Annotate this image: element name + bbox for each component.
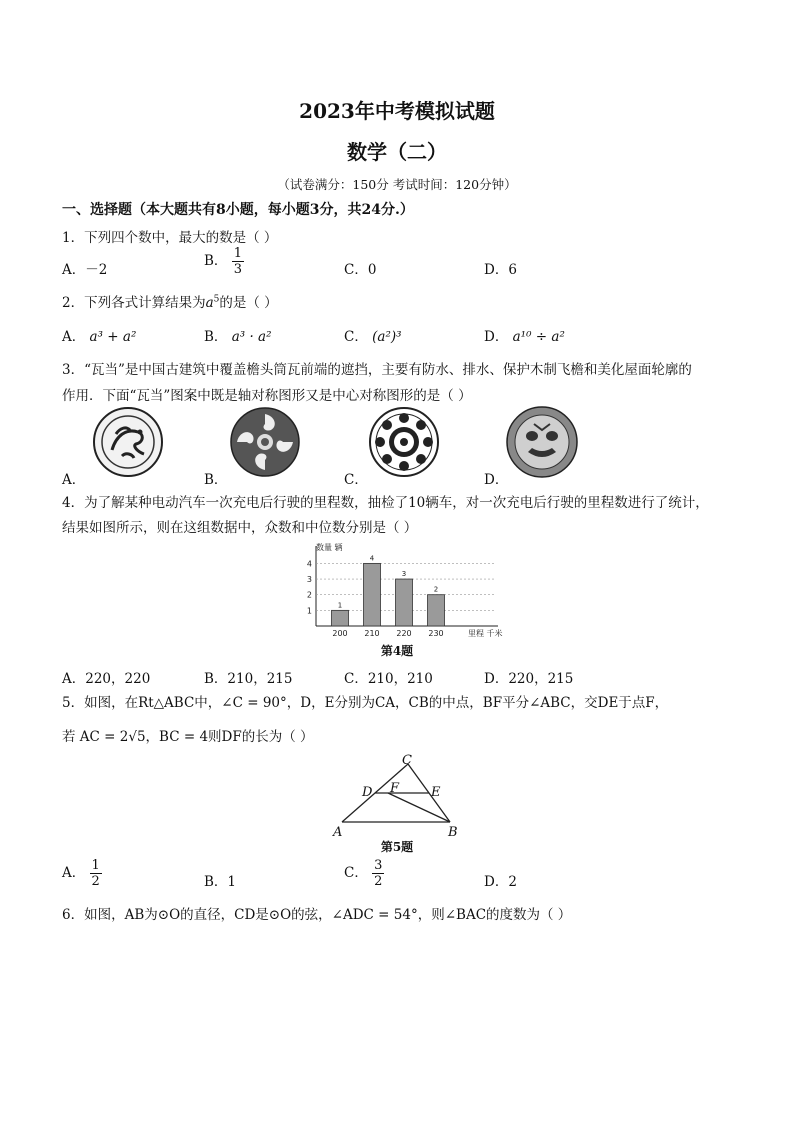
bar [396,579,413,626]
point-a-label: A [333,825,343,840]
q5-option-d: D．2 [484,874,517,890]
q5-option-a [62,858,102,889]
q2-stem [62,291,278,311]
x-tick-label: 220 [396,629,412,638]
x-tick-label: 210 [364,629,380,638]
point-e-label: E [431,785,441,800]
q2-a-label: A． [62,329,86,345]
section-heading: 一、选择题（本大题共有8小题，每小题3分，共24分.） [62,202,414,218]
x-tick-label: 230 [428,629,444,638]
q2-stem-var: a [205,295,214,311]
y-tick-label: 3 [306,575,312,585]
x-tick-label: 200 [332,629,348,638]
point-b-label: B [448,825,458,840]
q1-option-b-label: B． [204,253,228,269]
q3-option-a: A． [62,472,86,488]
q6-stem: 6．如图，AB为⊙O的直径，CD是⊙O的弦，∠ADC = 54°，则∠BAC的度数为（ ） [62,907,572,923]
q1-option-a: A．－2 [62,262,108,278]
q2-option-b [204,325,272,345]
q2-b-expr: a³ · a² [231,329,272,345]
bar-value-label: 3 [401,570,407,579]
q5-option-b: B．1 [204,874,237,890]
q5-a-fraction [90,858,102,889]
q2-a-expr: a³ + a² [89,329,137,345]
q5-triangle-figure [320,752,480,840]
bar-value-label: 1 [337,601,343,610]
q2-option-d [484,325,565,345]
q5-a-numerator: 1 [91,858,100,873]
segment-bf [388,793,450,822]
q2-option-a [62,325,136,345]
q2-stem-exp: 5 [213,294,220,305]
q2-d-label: D． [484,329,509,345]
tile-image-d [504,404,580,480]
point-c-label: C [402,753,412,768]
q5-stem-line1: 5．如图，在Rt△ABC中，∠C = 90°，D，E分别为CA，CB的中点，BF平分∠ABC，交DE于点F， [62,695,669,711]
q4-stem-line1: 4．为了解某种电动汽车一次充电后行驶的里程数，抽检了10辆车，对一次充电后行驶的里程数进行了统计， [62,495,709,511]
point-f-label: F [390,781,400,796]
q3-stem-line2: 作用．下面“瓦当”图案中既是轴对称图形又是中心对称图形的是（ ） [62,388,472,404]
page-title: 2023年中考模拟试题 [299,99,495,123]
q4-option-b: B．210，215 [204,671,293,687]
x-axis-label: 里程 千米 [468,629,503,638]
exam-meta: （试卷满分：150分 考试时间：120分钟） [277,177,517,192]
q1-stem: 1．下列四个数中，最大的数是（ ） [62,230,278,246]
q3-option-b: B． [204,472,228,488]
point-d-label: D [362,785,373,800]
q1-option-b [204,246,244,277]
q2-d-expr: a¹⁰ ÷ a² [512,329,565,345]
q1-option-d: D．6 [484,262,517,278]
q4-figure-caption: 第4题 [380,644,414,658]
q1-option-b-fraction [232,246,244,277]
q2-stem-a: 2．下列各式计算结果为 [62,295,206,311]
q5-c-denominator: 2 [374,874,383,889]
tile-image-c [367,406,441,478]
q2-c-expr: (a²)³ [372,329,402,345]
q3-stem-line1: 3．“瓦当”是中国古建筑中覆盖檐头筒瓦前端的遮挡，主要有防水、排水、保护木制飞檐和美化屋面轮廓的 [62,362,692,378]
q4-stem-line2: 结果如图所示，则在这组数据中，众数和中位数分别是（ ） [62,520,418,536]
q4-bar-chart [300,540,510,644]
q1-option-c: C．0 [344,262,377,278]
q2-stem-b: 的是（ ） [219,295,278,311]
q2-option-c [344,325,402,345]
q1-b-denominator: 3 [233,262,242,277]
q3-option-c: C． [344,472,368,488]
q5-a-denominator: 2 [91,874,100,889]
q4-option-c: C．210，210 [344,671,433,687]
bar [428,595,445,626]
bar-value-label: 2 [433,585,439,594]
q5-a-label: A． [62,865,86,881]
y-tick-label: 4 [306,559,312,569]
y-axis-label: 数量 辆 [316,543,343,552]
q2-b-label: B． [204,329,228,345]
q5-figure-caption: 第5题 [380,840,414,854]
tile-image-a [92,406,164,478]
q3-option-d: D． [484,472,509,488]
bar-value-label: 4 [369,554,375,563]
q5-c-label: C． [344,865,368,881]
q4-option-d: D．220，215 [484,671,574,687]
y-tick-label: 2 [306,590,312,600]
page-subtitle: 数学（二） [347,140,447,164]
q5-c-numerator: 3 [374,858,383,873]
q5-stem-line2: 若 AC = 2√5，BC = 4则DF的长为（ ） [62,729,314,745]
q2-c-label: C． [344,329,368,345]
bar [364,563,381,626]
q4-option-a: A．220，220 [62,671,151,687]
q1-b-numerator: 1 [233,246,242,261]
tile-image-b [228,406,302,478]
q5-c-fraction [372,858,384,889]
q5-option-c [344,858,384,889]
y-tick-label: 1 [306,606,312,616]
bar [332,610,349,626]
